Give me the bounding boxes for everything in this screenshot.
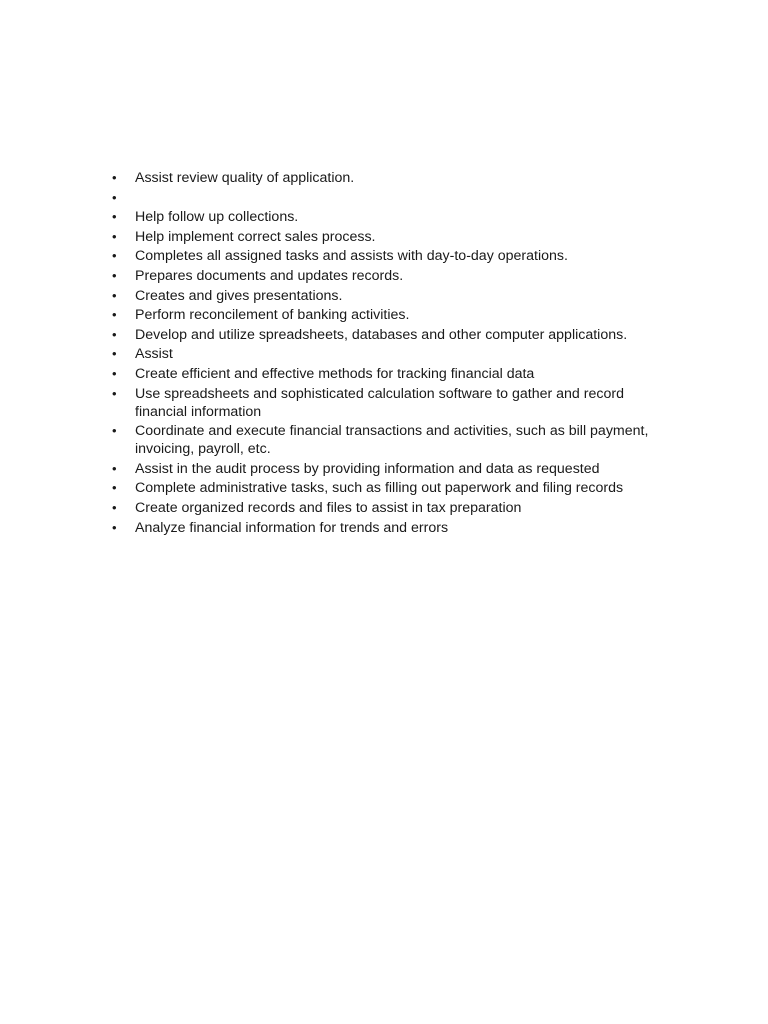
bullet-icon: • — [112, 519, 117, 535]
list-item-text: Help follow up collections. — [135, 209, 299, 226]
list-item-text: Completes all assigned tasks and assists with day-to-day operations. — [135, 248, 568, 265]
bullet-icon: • — [112, 423, 117, 439]
bullet-icon: • — [112, 326, 117, 342]
list-item — [112, 385, 672, 421]
bullet-icon: • — [112, 267, 117, 283]
list-item — [112, 247, 672, 265]
list-item — [112, 208, 672, 226]
list-item-text: Creates and gives presentations. — [135, 287, 343, 304]
list-item — [112, 499, 672, 517]
bullet-icon: • — [112, 189, 117, 205]
list-item-text: Perform reconcilement of banking activities. — [135, 307, 410, 324]
list-item-text: Prepares documents and updates records. — [135, 267, 404, 284]
list-item — [112, 422, 672, 458]
list-item-text: Assist in the audit process by providing information and data as requested — [135, 460, 600, 477]
list-item-text: Coordinate and execute financial transactions and activities, such as bill payment, invoicing, payroll, etc. — [135, 423, 649, 458]
list-item-text: Complete administrative tasks, such as filling out paperwork and filing records — [135, 480, 624, 497]
list-item-text: Assist — [135, 346, 173, 363]
bullet-icon: • — [112, 228, 117, 244]
bullet-icon: • — [112, 346, 117, 362]
bullet-icon: • — [112, 480, 117, 496]
bullet-icon: • — [112, 170, 117, 185]
bullet-list — [112, 169, 672, 538]
list-item-text: Assist review quality of application. — [135, 170, 355, 186]
bullet-icon: • — [112, 365, 117, 381]
bullet-icon: • — [112, 307, 117, 323]
list-item — [112, 345, 672, 363]
bullet-icon: • — [112, 287, 117, 303]
bullet-icon: • — [112, 385, 117, 401]
list-item — [112, 326, 672, 344]
list-item — [112, 287, 672, 305]
list-item — [112, 365, 672, 383]
list-item-text: Create organized records and files to assist in tax preparation — [135, 499, 522, 516]
list-item-text: Analyze financial information for trends and errors — [135, 519, 449, 536]
list-item — [112, 306, 672, 324]
bullet-icon: • — [112, 499, 117, 515]
list-item — [112, 169, 672, 187]
bullet-icon: • — [112, 460, 117, 476]
bullet-icon: • — [112, 248, 117, 264]
list-item — [112, 267, 672, 285]
bullet-icon: • — [112, 209, 117, 225]
list-item — [112, 228, 672, 246]
list-item — [112, 460, 672, 478]
list-item-text: Create efficient and effective methods for tracking financial data — [135, 365, 535, 382]
list-item — [112, 189, 672, 207]
list-item-text: Help implement correct sales process. — [135, 228, 376, 245]
list-item — [112, 519, 672, 537]
list-item-text: Develop and utilize spreadsheets, databases and other computer applications. — [135, 326, 628, 343]
list-item-text: Use spreadsheets and sophisticated calculation software to gather and record financial information — [135, 385, 624, 420]
list-item — [112, 479, 672, 497]
